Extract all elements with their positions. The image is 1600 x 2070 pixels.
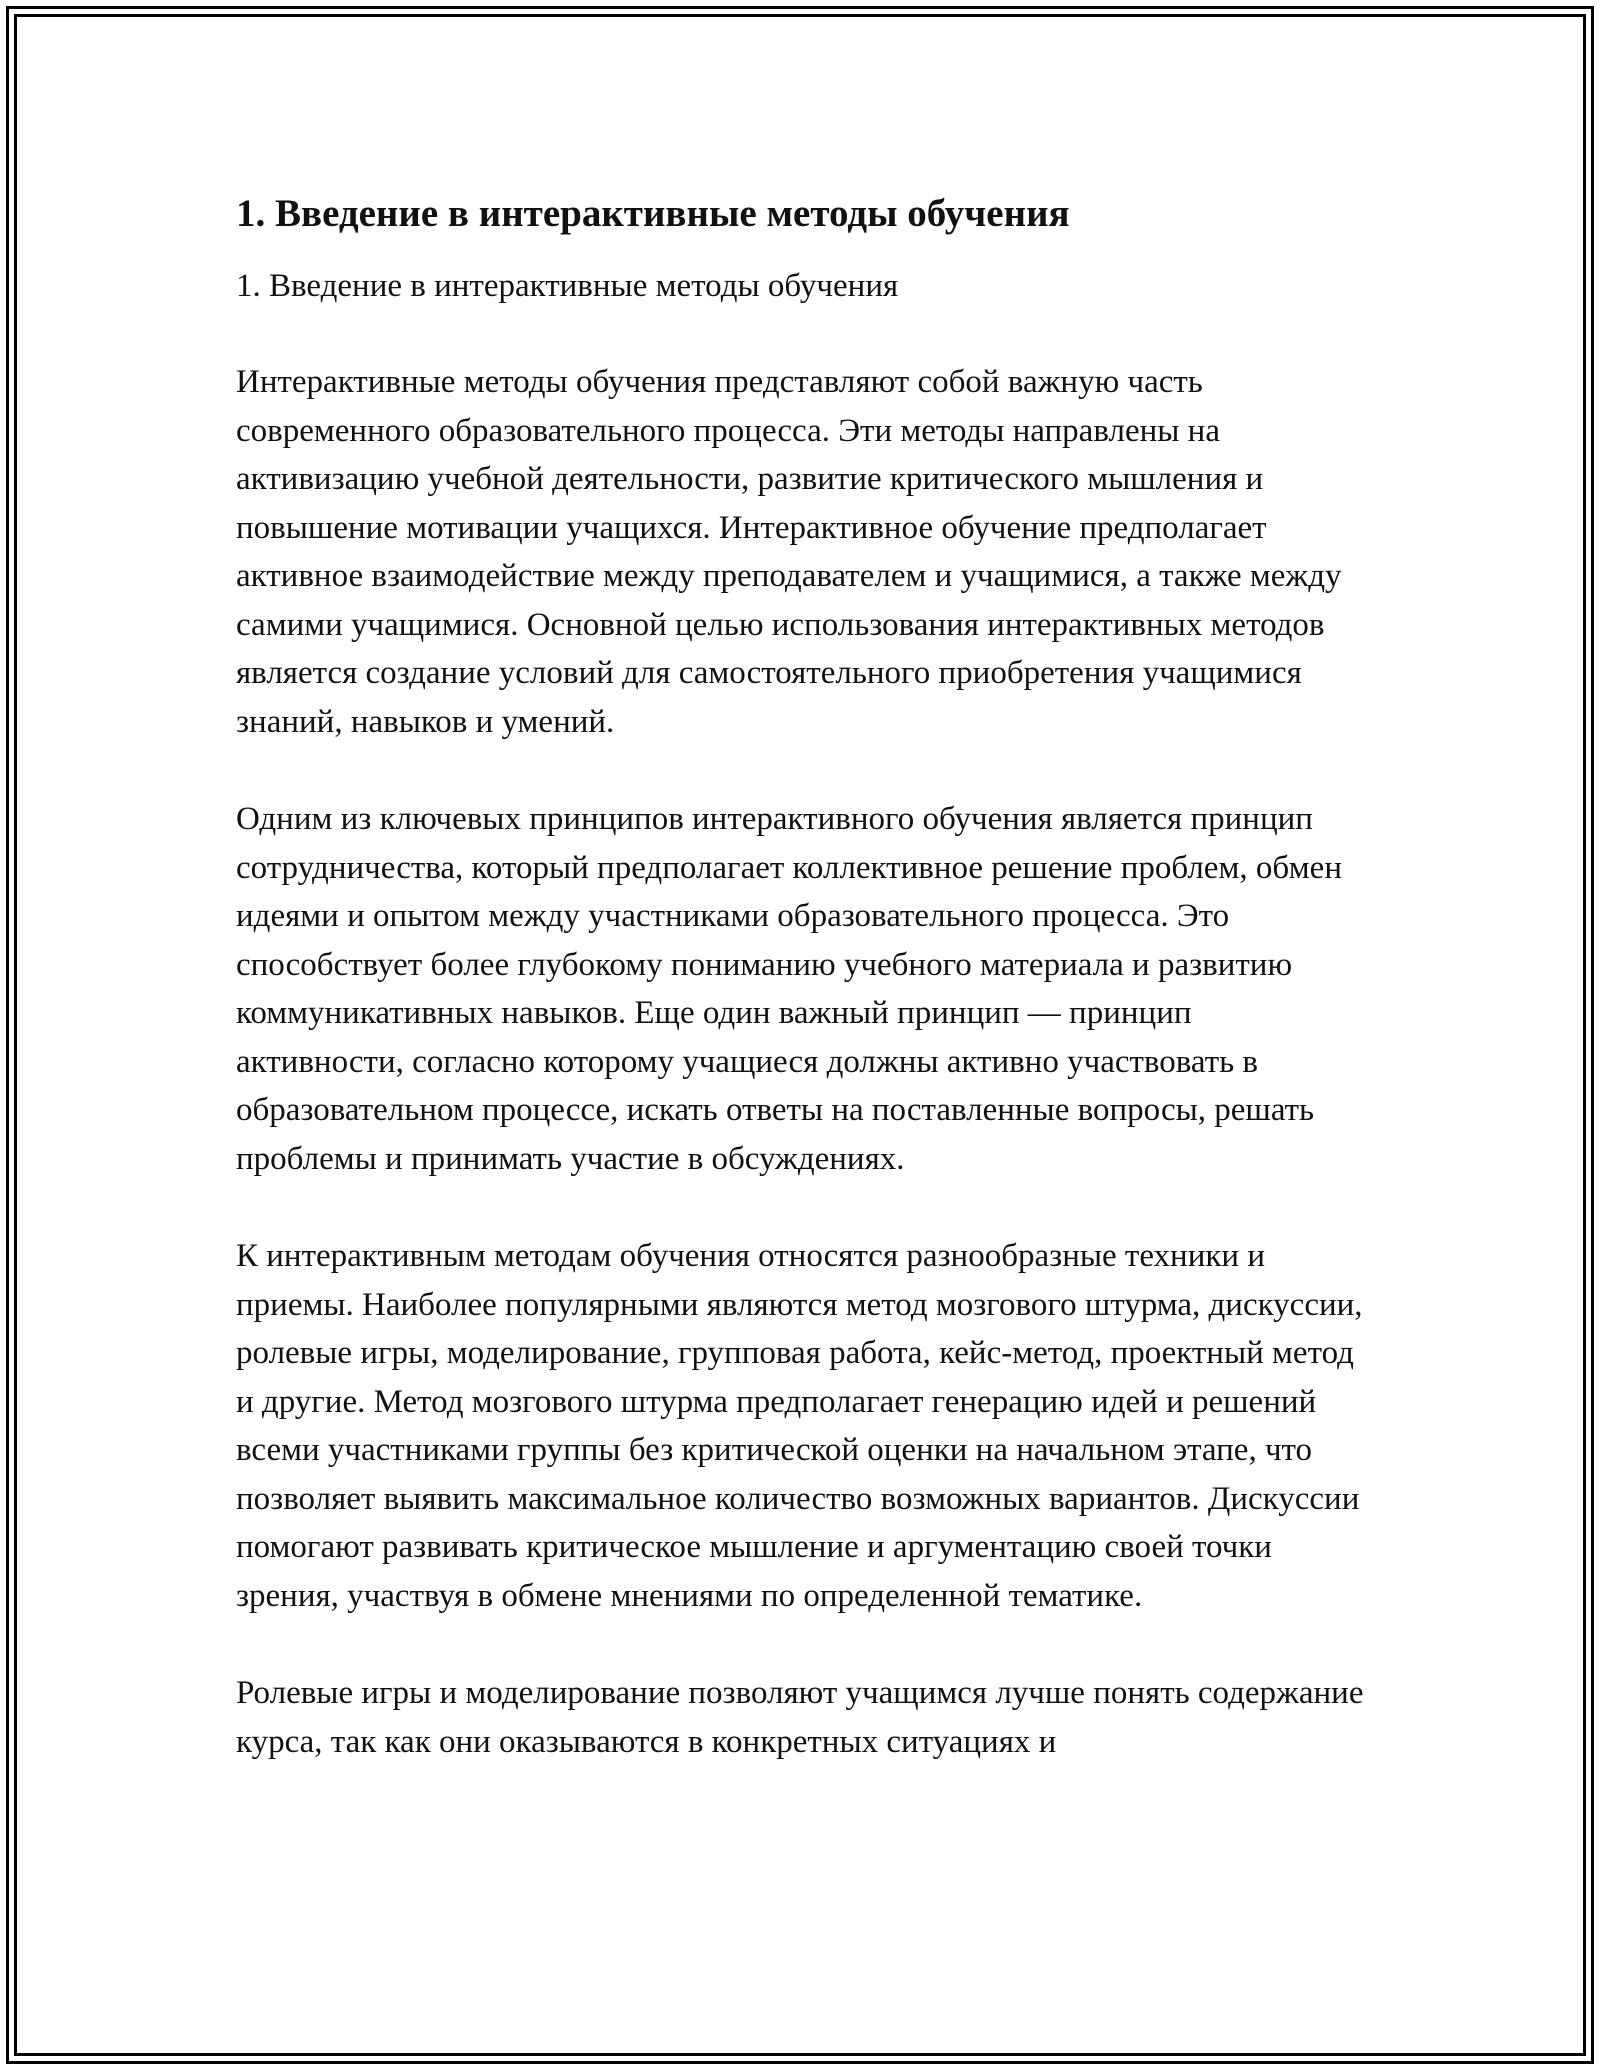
section-subheading: 1. Введение в интерактивные методы обучения xyxy=(236,268,899,304)
section-heading: 1. Введение в интерактивные методы обучения xyxy=(236,192,1070,235)
paragraph-intro: Интерактивные методы обучения представляют собой важную часть современного образовательного процесса. Эти методы направлены на активизацию учебной деятельности, развитие критического мышления и повышение мотивации учащихся. Интерактивное обучение предполагает активное взаимодействие между преподавателем и учащимися, а также между самими учащимися. Основной целью использования интерактивных методов является создание условий для самостоятельного приобретения учащимися знаний, навыков и умений. xyxy=(236,364,1342,740)
document-body xyxy=(236,186,1366,1766)
paragraph-principles: Одним из ключевых принципов интерактивного обучения является принцип сотрудничества, который предполагает коллективное решение проблем, обмен идеями и опытом между участниками образовательного процесса. Это способствует более глубокому пониманию учебного материала и развитию коммуникативных навыков. Еще один важный принцип — принцип активности, согласно которому учащиеся должны активно участвовать в образовательном процессе, искать ответы на поставленные вопросы, решать проблемы и принимать участие в обсуждениях. xyxy=(236,801,1342,1177)
paragraph-methods: К интерактивным методам обучения относятся разнообразные техники и приемы. Наиболее популярными являются метод мозгового штурма, дискуссии, ролевые игры, моделирование, групповая работа, кейс-метод, проектный метод и другие. Метод мозгового штурма предполагает генерацию идей и решений всеми участниками группы без критической оценки на начальном этапе, что позволяет выявить максимальное количество возможных вариантов. Дискуссии помогают развивать критическое мышление и аргументацию своей точки зрения, участвуя в обмене мнениями по определенной тематике. xyxy=(236,1238,1363,1614)
paragraph-role-games: Ролевые игры и моделирование позволяют учащимся лучше понять содержание курса, так как они оказываются в конкретных ситуациях и xyxy=(236,1675,1364,1760)
